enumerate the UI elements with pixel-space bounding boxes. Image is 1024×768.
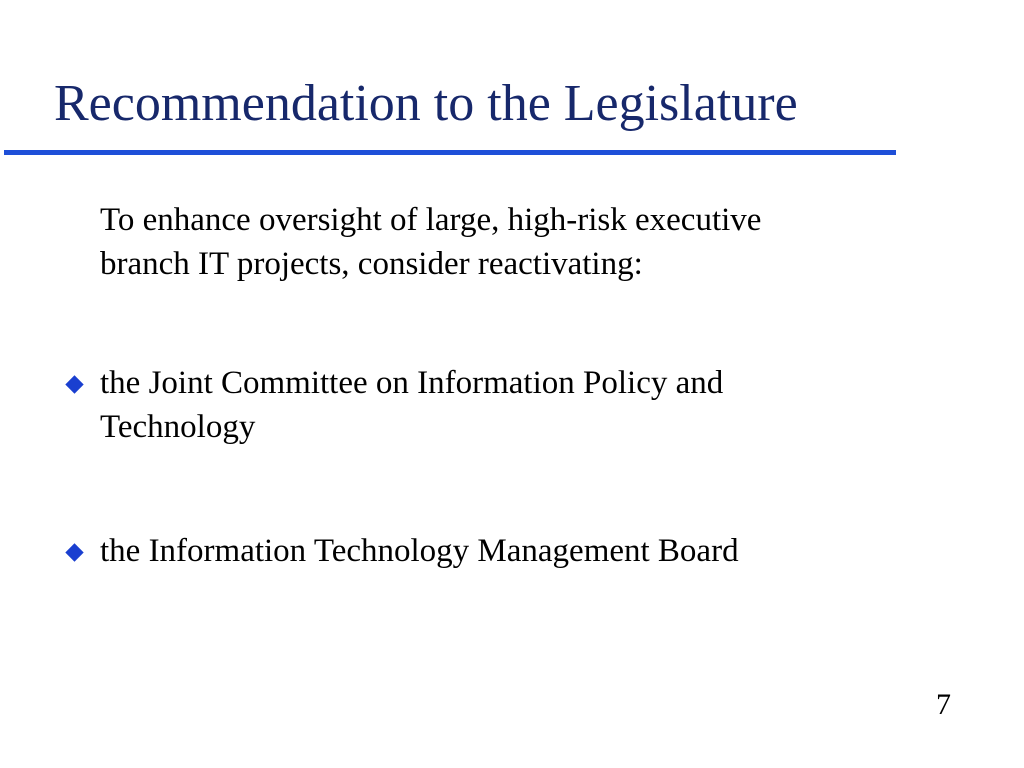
slide-title: Recommendation to the Legislature	[54, 75, 798, 132]
bullet-line-2: Technology	[100, 409, 256, 445]
bullet-line-1: the Joint Committee on Information Policy and	[100, 365, 724, 401]
title-underline	[4, 150, 896, 155]
intro-paragraph	[100, 198, 980, 286]
bullet-text	[100, 529, 960, 573]
intro-line-1: To enhance oversight of large, high-risk executive	[100, 202, 762, 238]
page-number: 7	[936, 688, 951, 721]
diamond-bullet-icon	[65, 543, 83, 561]
intro-line-2: branch IT projects, consider reactivating:	[100, 246, 643, 282]
diamond-bullet-icon	[65, 375, 83, 393]
bullet-text	[100, 361, 960, 449]
bullet-line-1: the Information Technology Management Board	[100, 533, 739, 569]
